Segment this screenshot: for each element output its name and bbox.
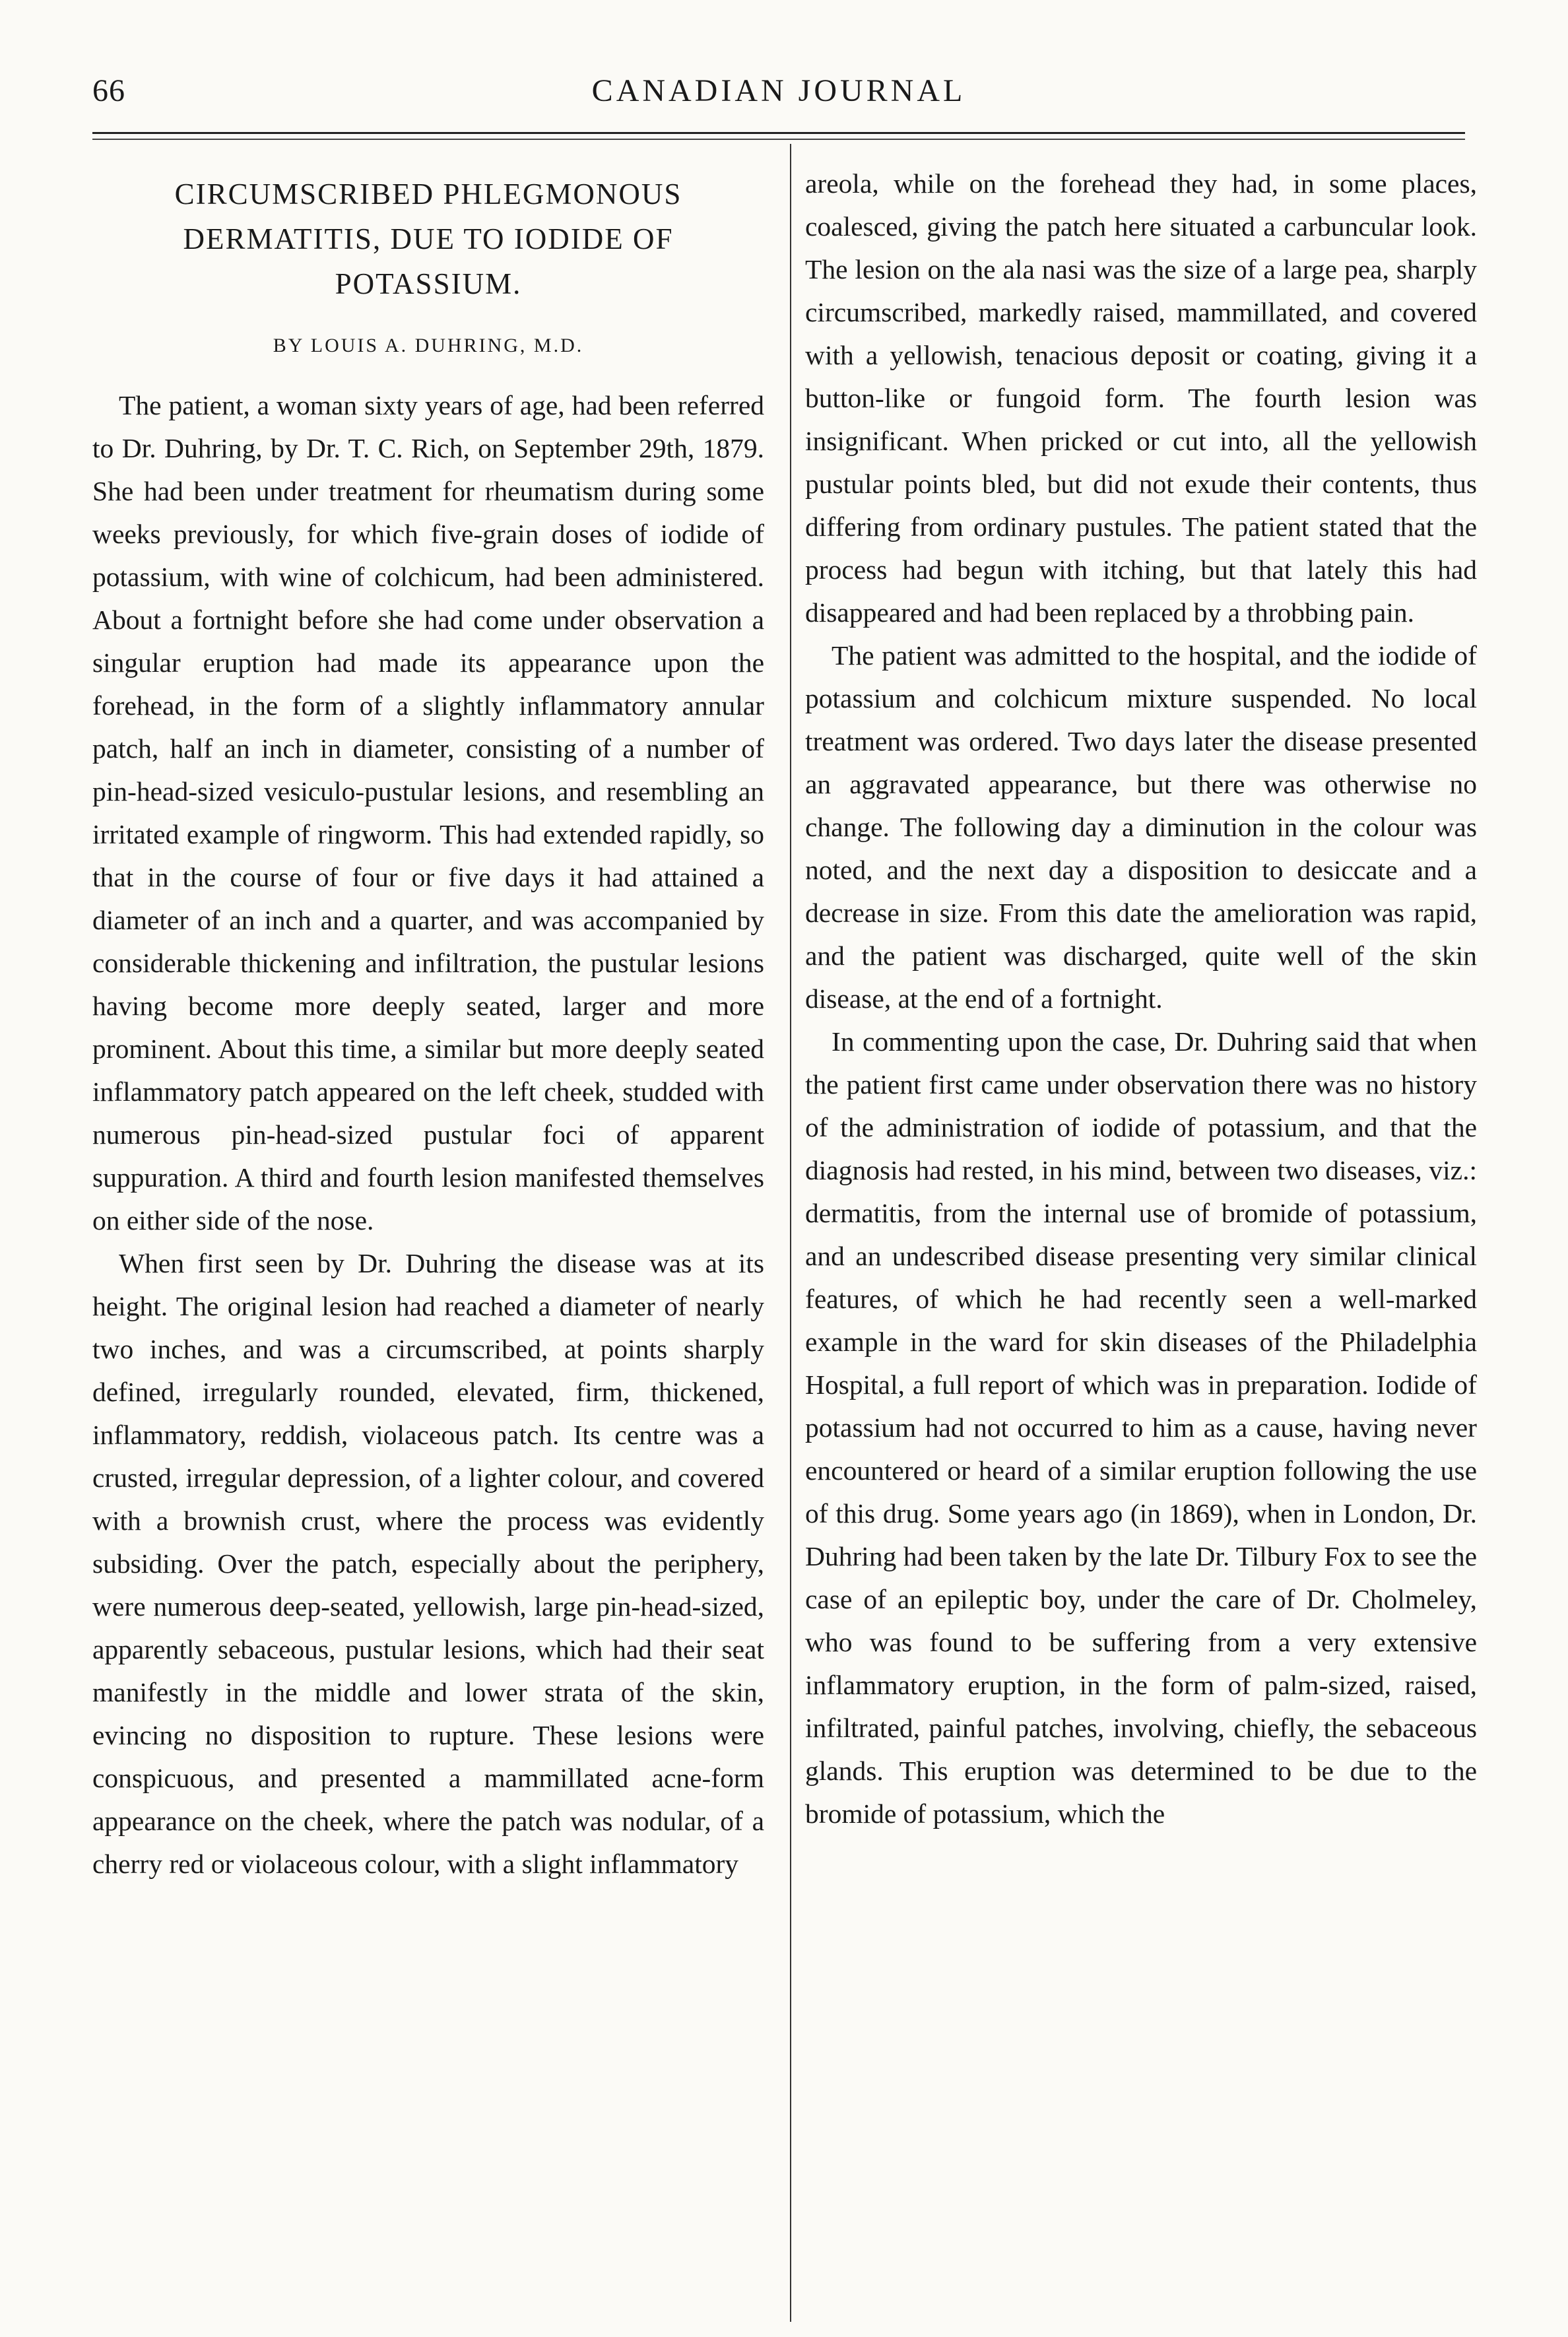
article-title: CIRCUMSCRIBED PHLEGMONOUS DERMATITIS, DUE TO IODIDE OF POTASSIUM. — [174, 178, 682, 300]
column-divider — [790, 144, 791, 2322]
page-number: 66 — [92, 73, 125, 108]
header-rule — [92, 132, 1465, 134]
article-byline: BY LOUIS A. DUHRING, M.D. — [273, 335, 584, 356]
running-title: CANADIAN JOURNAL — [591, 73, 966, 108]
paragraph: The patient was admitted to the hospital, and the iodide of potassium and colchicum mixture suspended. No local treatment was ordered. Two days later the disease presented an aggravated appearance, but there was otherwise no change. The following day a diminution in the colour was noted, and the next day a disposition to desiccate and a decrease in size. From this date the amelioration was rapid, and the patient was discharged, quite well of the skin disease, at the end of a fortnight. — [805, 640, 1477, 1014]
paragraph: areola, while on the forehead they had, in some places, coalesced, giving the patch here situated a carbuncular look. The lesion on the ala nasi was the size of a large pea, sharply circumscribed, markedly raised, mammillated, and covered with a yellowish, tenacious deposit or coating, giving it a button-like or fungoid form. The fourth lesion was insignificant. When pricked or cut into, all the yellowish pustular points bled, but did not exude their contents, thus differing from ordinary pustules. The patient stated that the process had begun with itching, but that lately this had disappeared and had been replaced by a throbbing pain. — [805, 168, 1477, 628]
paragraph: When first seen by Dr. Duhring the disease was at its height. The original lesion had reached a diameter of nearly two inches, and was a circumscribed, at points sharply defined, irregularly rounded, elevated, firm, thickened, inflammatory, reddish, violaceous patch. Its centre was a crusted, irregular depression, of a lighter colour, and covered with a brownish crust, where the process was evidently subsiding. Over the patch, especially about the periphery, were numerous deep-seated, yellowish, large pin-head-sized, apparently sebaceous, pustular lesions, which had their seat manifestly in the middle and lower strata of the skin, evincing no disposition to rupture. These lesions were conspicuous, and presented a mammillated acne-form appearance on the cheek, where the patch was nodular, of a cherry red or violaceous colour, with a slight inflammatory — [92, 1248, 764, 1879]
right-column — [805, 162, 1477, 1835]
left-column — [92, 158, 764, 1886]
page-header — [92, 73, 1465, 125]
paragraph: The patient, a woman sixty years of age, had been referred to Dr. Duhring, by Dr. T. C. Rich, on September 29th, 1879. She had been under treatment for rheumatism during some weeks previously, for which five-grain doses of iodide of potassium, with wine of colchicum, had been administered. About a fortnight before she had come under observation a singular eruption had made its appearance upon the forehead, in the form of a slightly inflammatory annular patch, half an inch in diameter, consisting of a number of pin-head-sized vesiculo-pustular lesions, and resembling an irritated example of ringworm. This had extended rapidly, so that in the course of four or five days it had attained a diameter of an inch and a quarter, and was accompanied by considerable thickening and infiltration, the pustular lesions having become more deeply seated, larger and more prominent. About this time, a similar but more deeply seated inflammatory patch appeared on the left cheek, studded with numerous pin-head-sized pustular foci of apparent suppuration. A third and fourth lesion manifested themselves on either side of the nose. — [92, 390, 764, 1235]
header-rule-secondary — [92, 139, 1465, 140]
paragraph: In commenting upon the case, Dr. Duhring said that when the patient first came under observation there was no history of the administration of iodide of potassium, and that the diagnosis had rested, in his mind, between two diseases, viz.: dermatitis, from the internal use of bromide of potassium, and an undescribed disease presenting very similar clinical features, of which he had recently seen a well-marked example in the ward for skin diseases of the Philadelphia Hospital, a full report of which was in preparation. Iodide of potassium had not occurred to him as a cause, having never encountered or heard of a similar eruption following the use of this drug. Some years ago (in 1869), when in London, Dr. Duhring had been taken by the late Dr. Tilbury Fox to see the case of an epileptic boy, under the care of Dr. Cholmeley, who was found to be suffering from a very extensive inflammatory eruption, in the form of palm-sized, raised, infiltrated, painful patches, involving, chiefly, the sebaceous glands. This eruption was determined to be due to the bromide of potassium, which the — [805, 1026, 1477, 1829]
